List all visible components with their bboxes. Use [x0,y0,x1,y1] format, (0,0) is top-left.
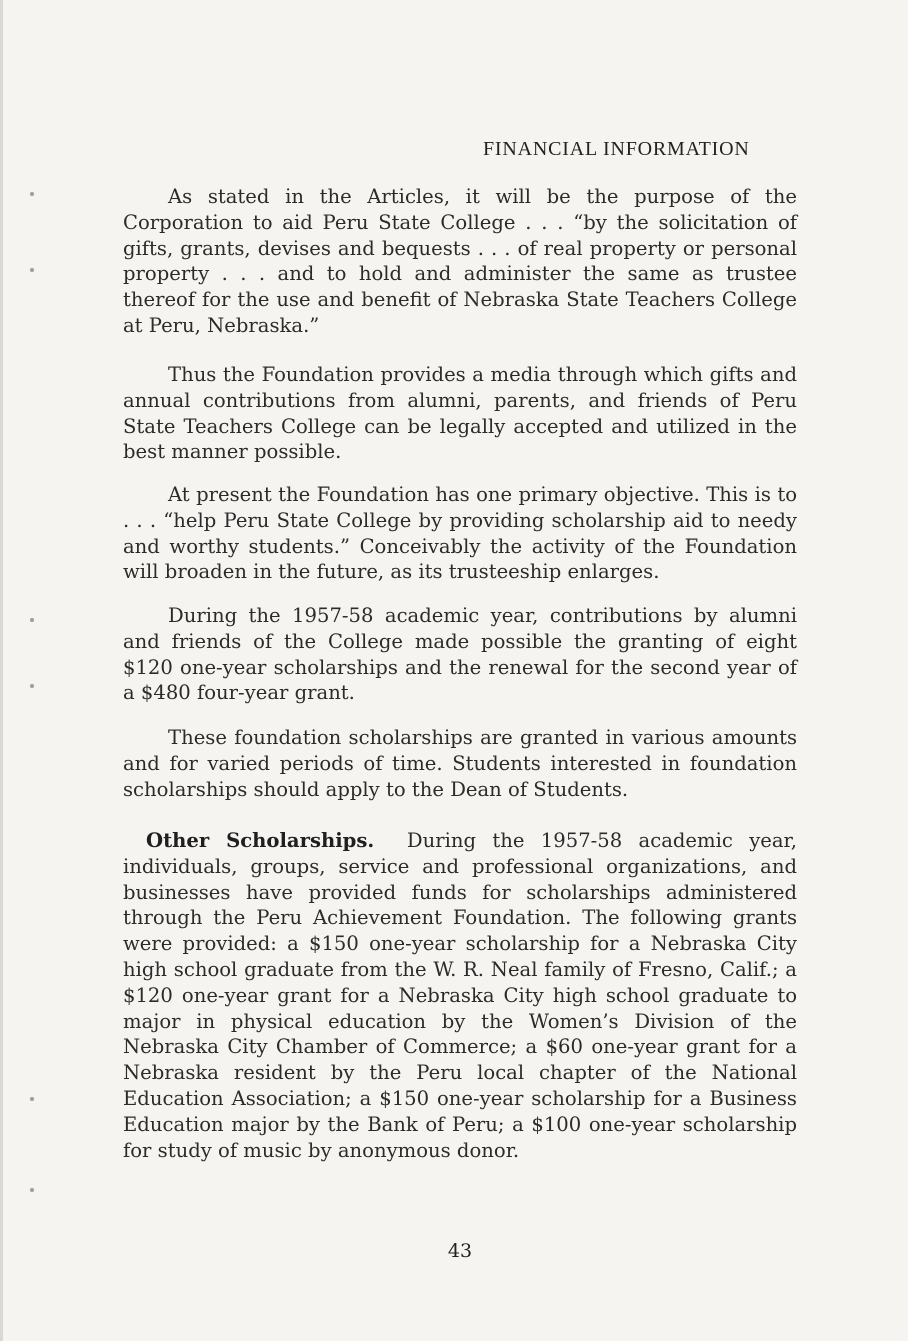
margin-mark [30,1097,34,1101]
margin-mark [30,268,34,272]
page-edge [0,0,3,1341]
paragraph-foundation-media: Thus the Foundation provides a media through which gifts and annual contributions from alumni, parents, and friends of Peru State Teachers College can be legally accepted and utilized in the best manner possible. [123,363,797,464]
paragraph-primary-objective: At present the Foundation has one primary objective. This is to . . . “help Peru State College by providing scholarship aid to needy and worthy students.” Conceivably the activity of the Foundation will broaden in the future, as its trusteeship enlarges. [123,483,797,584]
margin-mark [30,684,34,688]
other-scholarships-text: During the 1957-58 academic year, individuals, groups, service and professional organizations, and businesses have provided funds for scholarships administered through the Peru Achievement Foundation. The following grants were provided: a $150 one-year scholarship for a Nebraska City high school graduate from the W. R. Neal family of Fresno, Calif.; a $120 one-year grant for a Nebraska City high school graduate to major in physical education by the Women’s Division of the Nebraska City Chamber of Commerce; a $60 one-year grant for a Nebraska resident by the Peru local chapter of the National Education Association; a $150 one-year scholarship for a Business Education major by the Bank of Peru; a $100 one-year scholarship for study of music by anonymous donor. [123,829,797,1162]
paragraph-other-scholarships [123,828,797,1163]
paragraph-foundation-scholarships: These foundation scholarships are granted in various amounts and for varied periods of time. Students interested in foundation scholarships should apply to the Dean of Students. [123,726,797,801]
other-scholarships-heading: Other Scholarships. [146,829,375,852]
margin-mark [30,192,34,196]
paragraph-articles-purpose: As stated in the Articles, it will be the purpose of the Corporation to aid Peru State College . . . “by the solicitation of gifts, grants, devises and bequests . . . of real property or personal property . . . and to hold and administer the same as trustee thereof for the use and benefit of Nebraska State Teachers College at Peru, Nebraska.” [123,185,797,337]
running-header: FINANCIAL INFORMATION [483,138,750,160]
margin-mark [30,1188,34,1192]
page-number: 43 [447,1240,473,1262]
paragraph-1957-58-contributions: During the 1957-58 academic year, contributions by alumni and friends of the College made possible the granting of eight $120 one-year scholarships and the renewal for the second year of a $480 four-year grant. [123,604,797,705]
margin-mark [30,618,34,622]
